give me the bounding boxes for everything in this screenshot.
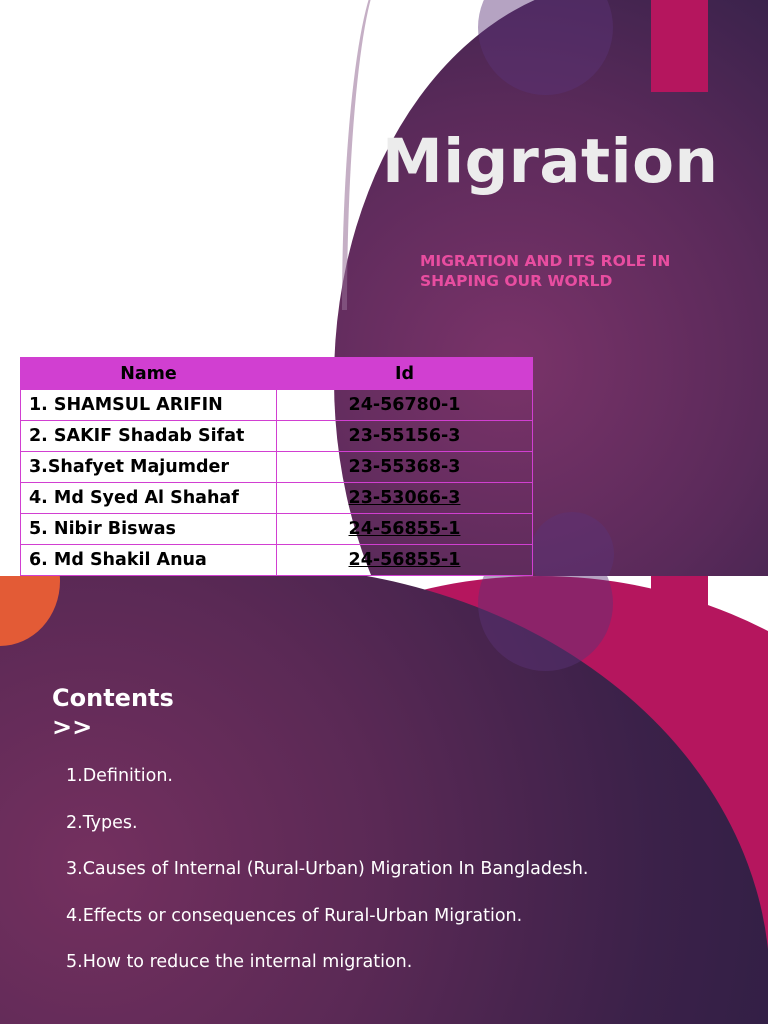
table-row <box>21 390 533 421</box>
member-id <box>277 483 533 514</box>
contents-slide <box>0 576 768 1024</box>
member-id-text: 23-53066-3 <box>348 488 461 508</box>
member-name: 6. Md Shakil Anua <box>21 545 277 576</box>
table-row <box>21 514 533 545</box>
member-id <box>277 390 533 421</box>
list-item: 4.Effects or consequences of Rural-Urban Migration. <box>66 905 523 926</box>
magenta-accent-bar <box>651 576 708 668</box>
contents-heading <box>52 684 174 742</box>
member-id-text: 24-56855-1 <box>348 550 461 570</box>
list-item: 2.Types. <box>66 812 138 833</box>
member-id <box>277 452 533 483</box>
member-id <box>277 514 533 545</box>
members-table <box>20 357 533 576</box>
column-header-name: Name <box>21 358 277 390</box>
contents-heading-line: Contents <box>52 684 174 712</box>
member-id <box>277 545 533 576</box>
member-name: 3.Shafyet Majumder <box>21 452 277 483</box>
slide-title: Migration <box>382 126 719 197</box>
member-id-text: 23-55156-3 <box>348 426 461 446</box>
list-item: 3.Causes of Internal (Rural-Urban) Migration In Bangladesh. <box>66 859 589 879</box>
subtitle-line: MIGRATION AND ITS ROLE IN <box>420 252 671 270</box>
member-id <box>277 421 533 452</box>
member-name: 4. Md Syed Al Shahaf <box>21 483 277 514</box>
magenta-accent-bar <box>651 0 708 92</box>
contents-heading-arrow: >> <box>52 713 93 741</box>
member-name: 2. SAKIF Shadab Sifat <box>21 421 277 452</box>
contents-list <box>66 762 589 995</box>
member-id-text: 24-56855-1 <box>348 519 461 539</box>
member-id-text: 24-56780-1 <box>348 395 461 415</box>
table-header-row <box>21 358 533 390</box>
table-row <box>21 421 533 452</box>
member-name: 1. SHAMSUL ARIFIN <box>21 390 277 421</box>
member-id-text: 23-55368-3 <box>348 457 461 477</box>
decorative-arc <box>342 0 387 310</box>
member-name: 5. Nibir Biswas <box>21 514 277 545</box>
table-row <box>21 452 533 483</box>
table-row <box>21 545 533 576</box>
list-item: 1.Definition. <box>66 766 173 786</box>
slide-subtitle <box>420 251 720 291</box>
table-row <box>21 483 533 514</box>
subtitle-line: SHAPING OUR WORLD <box>420 272 613 290</box>
list-item: 5.How to reduce the internal migration. <box>66 952 413 972</box>
column-header-id: Id <box>277 358 533 390</box>
